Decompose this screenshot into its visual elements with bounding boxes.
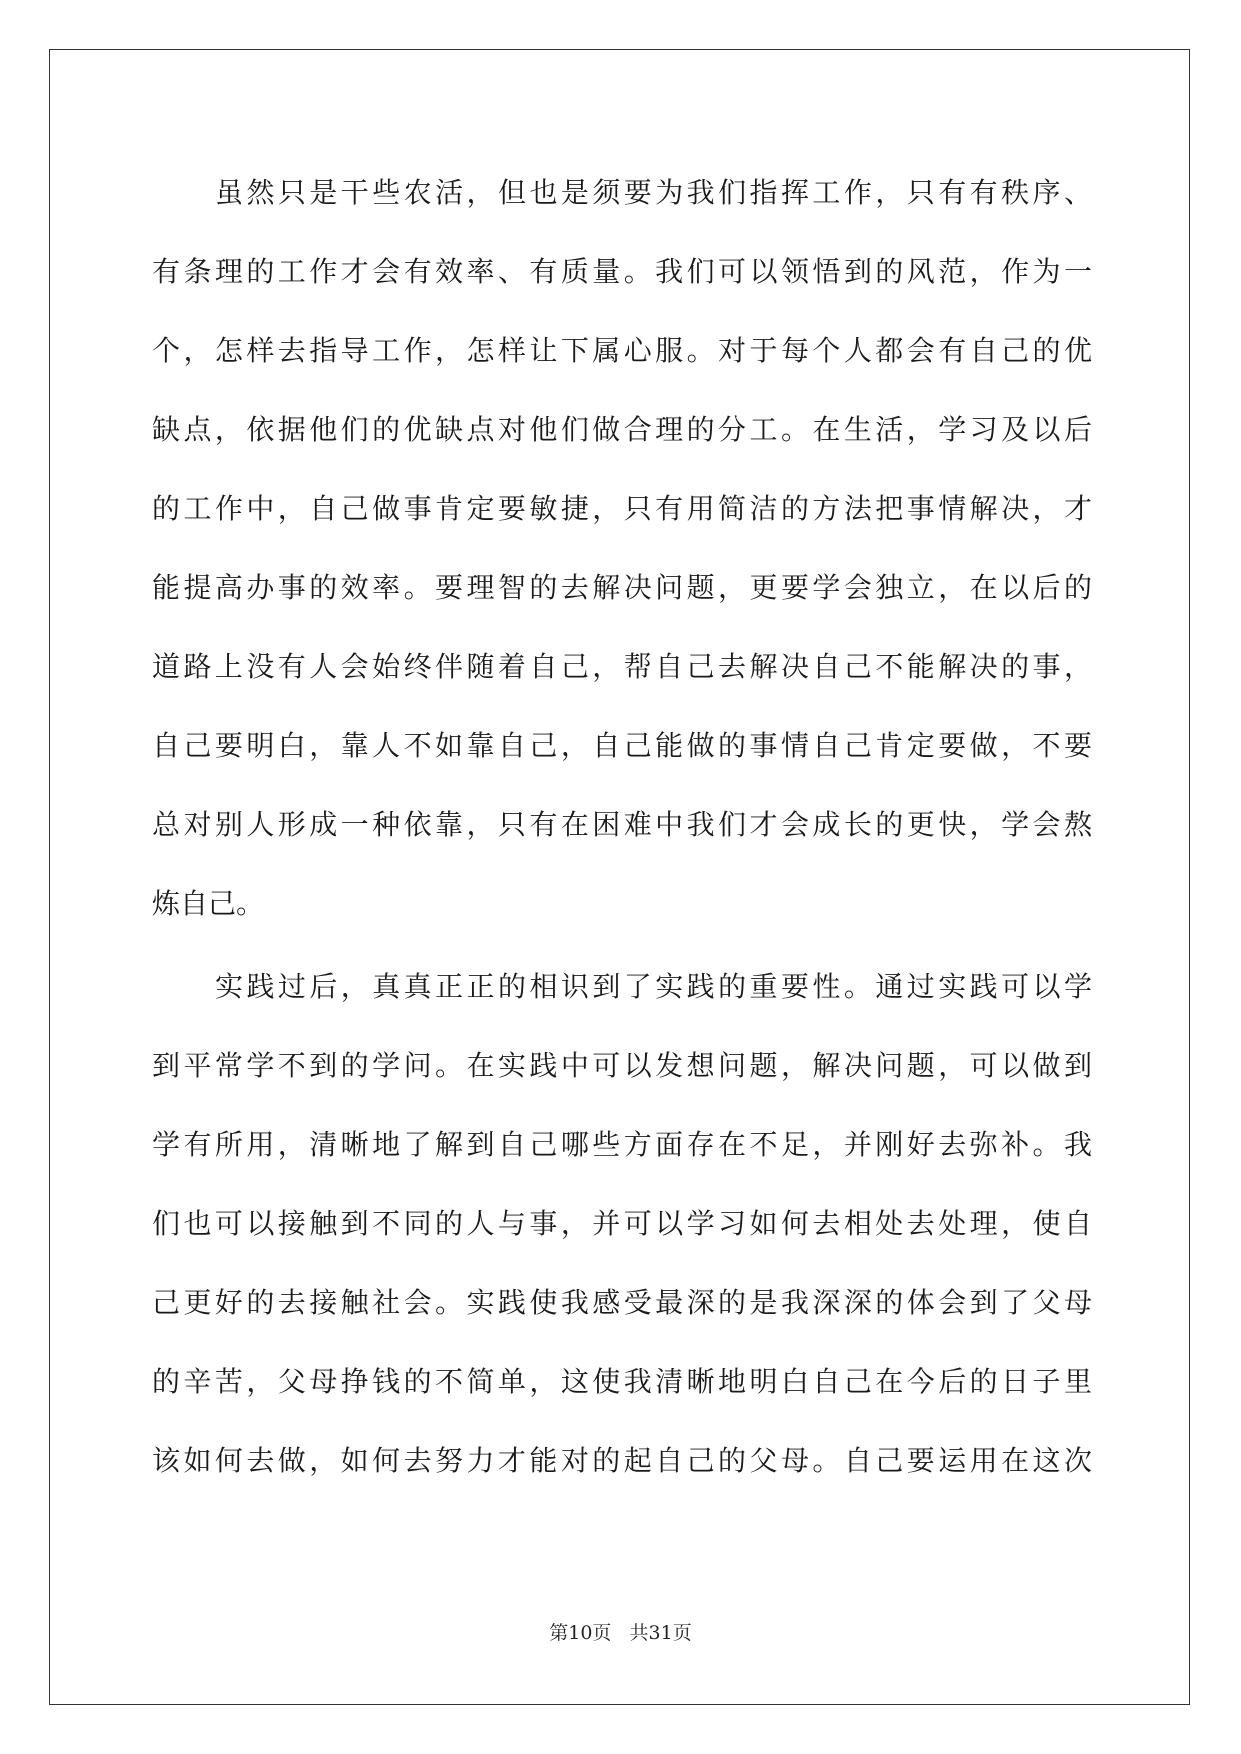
paragraph-line: 该如何去做，如何去努力才能对的起自己的父母。自己要运用在这次 [152, 1444, 1092, 1477]
paragraph-line: 个，怎样去指导工作，怎样让下属心服。对于每个人都会有自己的优 [152, 334, 1092, 367]
paragraph-line: 的工作中，自己做事肯定要敏捷，只有用简洁的方法把事情解决，才 [152, 492, 1092, 525]
paragraph-line: 道路上没有人会始终伴随着自己，帮自己去解决自己不能解决的事， [152, 650, 1092, 683]
paragraph-line: 学有所用，清晰地了解到自己哪些方面存在不足，并刚好去弥补。我 [152, 1128, 1092, 1161]
paragraph-line: 自己要明白，靠人不如靠自己，自己能做的事情自己肯定要做，不要 [152, 729, 1092, 762]
paragraph-line: 缺点，依据他们的优缺点对他们做合理的分工。在生活，学习及以后 [152, 413, 1092, 446]
page-number-footer: 第10页 共31页 [549, 1622, 692, 1644]
paragraph-line: 总对别人形成一种依靠，只有在困难中我们才会成长的更快，学会熬 [152, 808, 1092, 841]
paragraph-line: 能提高办事的效率。要理智的去解决问题，更要学会独立，在以后的 [152, 571, 1092, 604]
paragraph-line: 己更好的去接触社会。实践使我感受最深的是我深深的体会到了父母 [152, 1286, 1092, 1319]
paragraph-line: 炼自己。 [152, 887, 265, 920]
paragraph-line: 实践过后，真真正正的相识到了实践的重要性。通过实践可以学 [215, 970, 1092, 1003]
paragraph-line: 的辛苦，父母挣钱的不简单，这使我清晰地明白自己在今后的日子里 [152, 1365, 1092, 1398]
paragraph-line: 虽然只是干些农活，但也是须要为我们指挥工作，只有有秩序、 [215, 176, 1092, 209]
paragraph-line: 到平常学不到的学问。在实践中可以发想问题，解决问题，可以做到 [152, 1049, 1092, 1082]
paragraph-line: 有条理的工作才会有效率、有质量。我们可以领悟到的风范，作为一 [152, 255, 1092, 288]
paragraph-line: 们也可以接触到不同的人与事，并可以学习如何去相处去处理，使自 [152, 1207, 1092, 1240]
